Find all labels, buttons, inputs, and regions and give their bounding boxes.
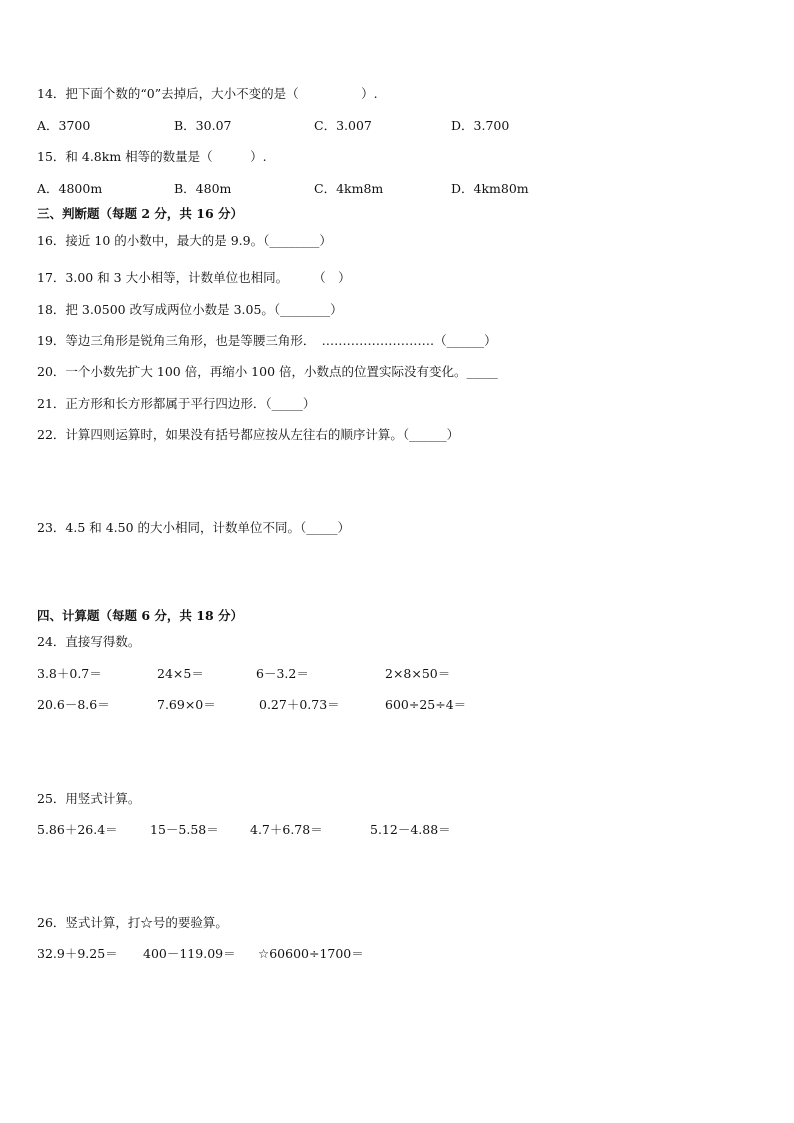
question-25: 25．用竖式计算。 xyxy=(37,791,141,806)
question-20: 20．一个小数先扩大 100 倍，再缩小 100 倍，小数点的位置实际没有变化。_____ xyxy=(37,364,498,379)
q25-expr-3: 4.7＋6.78＝ xyxy=(250,822,323,837)
question-16: 16．接近 10 的小数中，最大的是 9.9。（________） xyxy=(37,233,332,248)
question-24: 24．直接写得数。 xyxy=(37,634,141,649)
question-15: 15．和 4.8km 相等的数量是（ ）. xyxy=(37,149,267,164)
q24-expr-8: 600÷25÷4＝ xyxy=(385,697,467,712)
q14-option-b: B．30.07 xyxy=(174,118,232,133)
q24-expr-3: 6－3.2＝ xyxy=(256,666,309,681)
q26-expr-1: 32.9＋9.25＝ xyxy=(37,946,118,961)
question-21: 21．正方形和长方形都属于平行四边形．（_____） xyxy=(37,396,316,411)
q24-expr-7: 0.27＋0.73＝ xyxy=(259,697,340,712)
question-23: 23．4.5 和 4.50 的大小相同，计数单位不同。（_____） xyxy=(37,520,351,535)
question-14: 14．把下面个数的“0”去掉后，大小不变的是（ ）. xyxy=(37,86,378,101)
q24-expr-5: 20.6－8.6＝ xyxy=(37,697,110,712)
question-17: 17．3.00 和 3 大小相等，计数单位也相同。 （ ） xyxy=(37,270,351,285)
section-3-title: 三、判断题（每题 2 分，共 16 分） xyxy=(37,206,244,221)
q15-option-a: A．4800m xyxy=(37,181,103,196)
question-26: 26．竖式计算，打☆号的要验算。 xyxy=(37,915,228,930)
q15-option-b: B．480m xyxy=(174,181,232,196)
q25-expr-2: 15－5.58＝ xyxy=(150,822,219,837)
q25-expr-4: 5.12－4.88＝ xyxy=(370,822,451,837)
q15-option-d: D．4km80m xyxy=(451,181,529,196)
question-22: 22．计算四则运算时，如果没有括号都应按从左往右的顺序计算。（______） xyxy=(37,427,460,442)
q24-expr-4: 2×8×50＝ xyxy=(385,666,451,681)
q25-expr-1: 5.86＋26.4＝ xyxy=(37,822,118,837)
q15-option-c: C．4km8m xyxy=(314,181,384,196)
q14-option-c: C．3.007 xyxy=(314,118,372,133)
q26-expr-2: 400－119.09＝ xyxy=(143,946,236,961)
q24-expr-6: 7.69×0＝ xyxy=(157,697,216,712)
q24-expr-1: 3.8＋0.7＝ xyxy=(37,666,102,681)
q26-expr-3: ☆60600÷1700＝ xyxy=(258,946,364,961)
question-19: 19．等边三角形是锐角三角形，也是等腰三角形． ………………………（______） xyxy=(37,333,497,348)
q14-option-d: D．3.700 xyxy=(451,118,510,133)
q24-expr-2: 24×5＝ xyxy=(157,666,204,681)
q14-option-a: A．3700 xyxy=(37,118,91,133)
question-18: 18．把 3.0500 改写成两位小数是 3.05。（________） xyxy=(37,302,343,317)
section-4-title: 四、计算题（每题 6 分，共 18 分） xyxy=(37,608,244,623)
